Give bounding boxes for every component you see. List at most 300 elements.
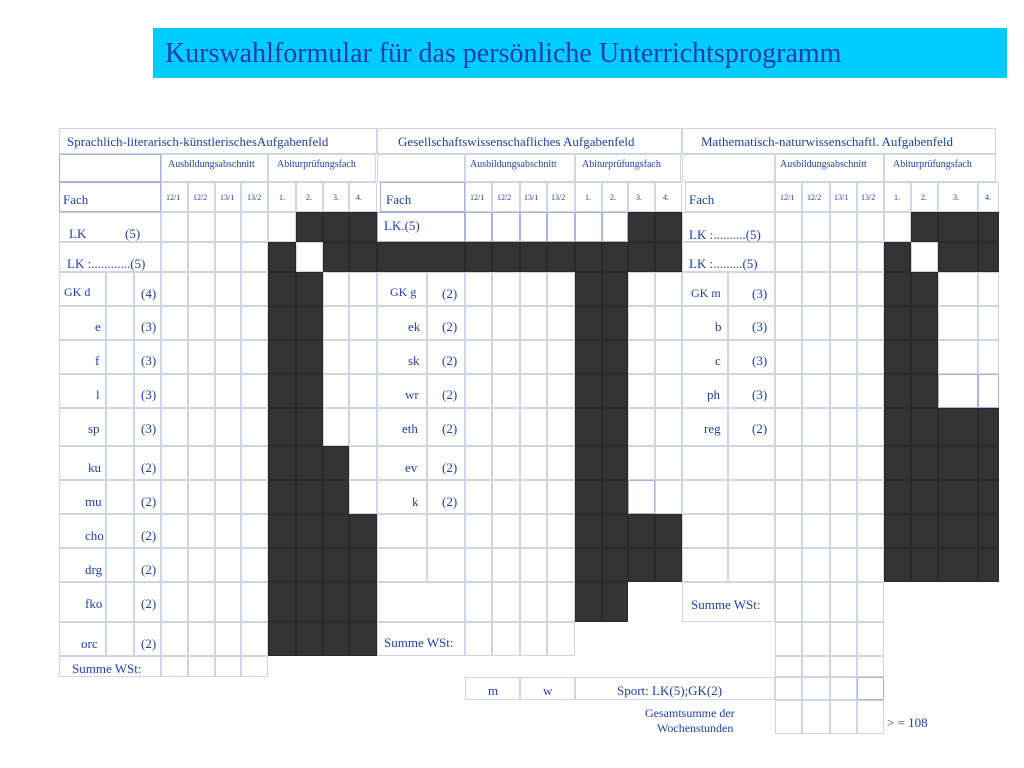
grid-cell[interactable]: [830, 272, 857, 306]
grid-cell[interactable]: [465, 480, 492, 514]
grid-cell[interactable]: [492, 446, 520, 480]
grid-cell[interactable]: [188, 480, 215, 514]
exam-label: 4.: [356, 193, 362, 202]
grid-cell[interactable]: [857, 514, 884, 548]
summe-value-cell[interactable]: [802, 582, 830, 622]
grid-cell[interactable]: [492, 514, 520, 548]
grid-cell[interactable]: [547, 548, 575, 582]
grid-cell[interactable]: [520, 408, 547, 446]
grid-cell[interactable]: [775, 677, 802, 700]
grid-cell[interactable]: [492, 548, 520, 582]
grid-cell[interactable]: [520, 446, 547, 480]
grid-cell[interactable]: [465, 514, 492, 548]
subject-name: drg: [85, 562, 103, 577]
grid-cell[interactable]: [188, 212, 215, 242]
grid-cell[interactable]: [802, 548, 830, 582]
blank-cell[interactable]: [682, 514, 728, 548]
grid-cell[interactable]: [188, 582, 215, 622]
grid-cell[interactable]: [857, 656, 884, 677]
exam-label: 3.: [636, 193, 642, 202]
grid-cell[interactable]: [775, 480, 802, 514]
grid-cell[interactable]: [775, 340, 802, 374]
grid-cell[interactable]: [520, 212, 547, 242]
grid-cell[interactable]: [188, 514, 215, 548]
grid-cell[interactable]: [215, 480, 241, 514]
grid-cell[interactable]: [188, 306, 215, 340]
subject-hours: (3): [141, 421, 157, 436]
summe-value-cell[interactable]: [241, 656, 268, 677]
grid-cell[interactable]: [215, 582, 241, 622]
grid-cell[interactable]: [830, 340, 857, 374]
grid-cell[interactable]: [492, 212, 520, 242]
subject-name-cell[interactable]: [377, 374, 427, 408]
blank-cell[interactable]: [377, 548, 427, 582]
subject-hours: (3): [752, 353, 768, 368]
grid-cell[interactable]: [323, 272, 349, 306]
sport-male: m: [488, 683, 499, 698]
grid-cell[interactable]: [655, 340, 682, 374]
grid-cell[interactable]: [520, 340, 547, 374]
grid-cell[interactable]: [884, 212, 911, 242]
grid-cell[interactable]: [241, 408, 268, 446]
grid-cell[interactable]: [161, 340, 188, 374]
grid-cell[interactable]: [215, 272, 241, 306]
blank-cell[interactable]: [728, 446, 775, 480]
subject-cell[interactable]: [106, 446, 134, 480]
grid-cell[interactable]: [602, 212, 628, 242]
grid-cell: [323, 622, 349, 656]
grid-cell[interactable]: [547, 212, 575, 242]
grid-cell[interactable]: [628, 480, 655, 514]
blank-cell[interactable]: [427, 548, 465, 582]
subject-name-cell[interactable]: [377, 480, 427, 514]
grid-cell[interactable]: [188, 622, 215, 656]
subject-cell[interactable]: [106, 408, 134, 446]
grid-cell[interactable]: [161, 374, 188, 408]
grid-cell[interactable]: [241, 514, 268, 548]
grid-cell[interactable]: [520, 480, 547, 514]
grid-cell[interactable]: [241, 446, 268, 480]
grid-cell[interactable]: [830, 374, 857, 408]
field-header-language: Sprachlich-literarisch-künstlerischesAufgabenfeld: [67, 134, 329, 149]
grid-cell[interactable]: [775, 212, 802, 242]
semester-label: 13/1: [220, 193, 235, 202]
summe-cell[interactable]: [377, 582, 465, 622]
blank-cell[interactable]: [728, 480, 775, 514]
subject-name: orc: [81, 636, 98, 651]
grid-cell[interactable]: [547, 480, 575, 514]
subject-cell[interactable]: [106, 374, 134, 408]
exam-label: 4.: [985, 193, 991, 202]
grid-cell[interactable]: [492, 340, 520, 374]
subject-name-cell[interactable]: [682, 374, 728, 408]
grid-cell[interactable]: [349, 272, 377, 306]
grid-cell[interactable]: [547, 340, 575, 374]
grid-cell[interactable]: [520, 306, 547, 340]
grid-cell[interactable]: [655, 480, 682, 514]
grid-cell[interactable]: [349, 374, 377, 408]
grid-cell: [575, 306, 602, 340]
grid-cell[interactable]: [161, 514, 188, 548]
grid-cell[interactable]: [465, 340, 492, 374]
summe-value-cell[interactable]: [857, 582, 884, 622]
grid-cell[interactable]: [628, 446, 655, 480]
grid-cell[interactable]: [188, 340, 215, 374]
grid-cell[interactable]: [215, 374, 241, 408]
grid-cell[interactable]: [492, 582, 520, 622]
grid-cell[interactable]: [323, 408, 349, 446]
grid-cell[interactable]: [857, 480, 884, 514]
grid-cell[interactable]: [241, 340, 268, 374]
grid-cell[interactable]: [161, 272, 188, 306]
subject-cell[interactable]: [106, 306, 134, 340]
grid-cell[interactable]: [857, 408, 884, 446]
grid-cell[interactable]: [465, 446, 492, 480]
grid-cell[interactable]: [520, 582, 547, 622]
grid-cell: [575, 446, 602, 480]
grid-cell[interactable]: [938, 340, 978, 374]
subject-name: GK m: [691, 286, 721, 300]
subject-hours: (2): [442, 494, 458, 509]
grid-cell[interactable]: [857, 374, 884, 408]
grid-cell[interactable]: [215, 306, 241, 340]
grid-cell[interactable]: [323, 306, 349, 340]
grid-cell: [268, 272, 296, 306]
grid-cell[interactable]: [161, 408, 188, 446]
grid-cell[interactable]: [775, 242, 802, 272]
subject-cell[interactable]: [106, 582, 134, 622]
grid-cell: [296, 548, 323, 582]
grid-cell[interactable]: [188, 272, 215, 306]
grid-cell[interactable]: [188, 242, 215, 272]
grid-cell[interactable]: [802, 272, 830, 306]
subject-hours: (3): [141, 353, 157, 368]
total-cell[interactable]: [830, 700, 857, 734]
semester-label: 12/2: [807, 193, 822, 202]
grid-cell[interactable]: [857, 446, 884, 480]
grid-cell[interactable]: [323, 374, 349, 408]
grid-cell[interactable]: [465, 272, 492, 306]
blank-cell[interactable]: [427, 514, 465, 548]
grid-cell[interactable]: [857, 272, 884, 306]
grid-cell[interactable]: [465, 306, 492, 340]
subject-name-cell[interactable]: [682, 340, 728, 374]
grid-cell[interactable]: [775, 656, 802, 677]
grid-cell[interactable]: [349, 446, 377, 480]
grid-cell[interactable]: [349, 340, 377, 374]
subject-hours: (2): [442, 460, 458, 475]
grid-cell[interactable]: [830, 548, 857, 582]
grid-cell[interactable]: [775, 548, 802, 582]
grid-cell[interactable]: [775, 446, 802, 480]
summe-label-1: Summe WSt:: [72, 661, 142, 676]
blank-cell[interactable]: [682, 446, 728, 480]
grid-cell[interactable]: [775, 374, 802, 408]
grid-cell[interactable]: [830, 306, 857, 340]
grid-cell[interactable]: [857, 622, 884, 656]
grid-cell[interactable]: [938, 374, 978, 408]
grid-cell[interactable]: [830, 622, 857, 656]
grid-cell: [377, 242, 465, 272]
grid-cell[interactable]: [830, 656, 857, 677]
grid-cell: [655, 548, 682, 582]
grid-cell[interactable]: [830, 677, 857, 700]
total-cell[interactable]: [775, 700, 802, 734]
grid-cell: [911, 408, 938, 446]
grid-cell[interactable]: [188, 374, 215, 408]
grid-cell[interactable]: [465, 212, 492, 242]
grid-cell[interactable]: [161, 622, 188, 656]
grid-cell[interactable]: [547, 272, 575, 306]
grid-cell: [296, 272, 323, 306]
grid-cell[interactable]: [802, 622, 830, 656]
grid-cell[interactable]: [465, 408, 492, 446]
subject-cell[interactable]: [106, 514, 134, 548]
grid-cell[interactable]: [547, 514, 575, 548]
summe-value-cell[interactable]: [188, 656, 215, 677]
grid-cell[interactable]: [938, 272, 978, 306]
grid-cell[interactable]: [978, 340, 999, 374]
grid-cell[interactable]: [215, 242, 241, 272]
exam-label: 3.: [953, 193, 959, 202]
grid-cell[interactable]: [802, 656, 830, 677]
blank-header-cell[interactable]: [59, 154, 161, 182]
grid-cell[interactable]: [323, 340, 349, 374]
grid-cell[interactable]: [857, 306, 884, 340]
grid-cell[interactable]: [241, 622, 268, 656]
exam-label: 2.: [921, 193, 927, 202]
total-cell[interactable]: [857, 700, 884, 734]
grid-cell: [938, 212, 978, 242]
grid-cell[interactable]: [830, 480, 857, 514]
subject-name: wr: [405, 387, 419, 402]
grid-cell[interactable]: [161, 212, 188, 242]
grid-cell[interactable]: [349, 306, 377, 340]
subject-hours: (3): [141, 387, 157, 402]
grid-cell[interactable]: [188, 548, 215, 582]
grid-cell[interactable]: [188, 446, 215, 480]
grid-cell: [884, 242, 911, 272]
lk2-label: LK :............(5): [67, 256, 146, 271]
grid-cell[interactable]: [802, 306, 830, 340]
grid-cell[interactable]: [978, 374, 999, 408]
grid-cell[interactable]: [802, 340, 830, 374]
subject-name: c: [715, 353, 721, 368]
ausbildung-header-1: Ausbildungsabschnitt: [168, 159, 255, 170]
grid-cell[interactable]: [628, 340, 655, 374]
total-cell[interactable]: [802, 700, 830, 734]
grid-cell[interactable]: [655, 306, 682, 340]
blank-header-cell[interactable]: [377, 154, 465, 182]
grid-cell[interactable]: [161, 446, 188, 480]
grid-cell[interactable]: [241, 548, 268, 582]
blank-cell[interactable]: [728, 548, 775, 582]
grid-cell[interactable]: [775, 306, 802, 340]
grid-cell[interactable]: [520, 514, 547, 548]
subject-name-cell[interactable]: [377, 446, 427, 480]
grid-cell[interactable]: [802, 677, 830, 700]
subject-hours: (2): [442, 353, 458, 368]
grid-cell[interactable]: [830, 514, 857, 548]
grid-cell[interactable]: [857, 242, 884, 272]
grid-cell[interactable]: [655, 408, 682, 446]
grid-cell[interactable]: [628, 408, 655, 446]
grid-cell: [349, 582, 377, 622]
grid-cell: [575, 480, 602, 514]
blank-cell[interactable]: [682, 480, 728, 514]
grid-cell[interactable]: [241, 480, 268, 514]
grid-cell[interactable]: [857, 212, 884, 242]
grid-cell[interactable]: [161, 306, 188, 340]
grid-cell[interactable]: [465, 582, 492, 622]
grid-cell[interactable]: [775, 514, 802, 548]
grid-cell[interactable]: [857, 677, 884, 700]
grid-cell[interactable]: [241, 242, 268, 272]
grid-cell[interactable]: [161, 480, 188, 514]
grid-cell[interactable]: [492, 272, 520, 306]
grid-cell: [655, 514, 682, 548]
grid-cell[interactable]: [628, 306, 655, 340]
field-header-science: Mathematisch-naturwissenschaftl. Aufgabenfeld: [701, 134, 953, 149]
grid-cell[interactable]: [830, 446, 857, 480]
grid-cell: [575, 582, 602, 622]
grid-cell[interactable]: [465, 374, 492, 408]
grid-cell[interactable]: [628, 272, 655, 306]
grid-cell[interactable]: [161, 548, 188, 582]
grid-cell[interactable]: [241, 212, 268, 242]
grid-cell[interactable]: [775, 272, 802, 306]
grid-cell[interactable]: [520, 622, 547, 656]
grid-cell: [323, 242, 349, 272]
summe-value-cell[interactable]: [830, 582, 857, 622]
grid-cell[interactable]: [575, 212, 602, 242]
blank-header-cell[interactable]: [682, 154, 775, 182]
grid-cell[interactable]: [520, 272, 547, 306]
header-cell[interactable]: [349, 182, 377, 212]
grid-cell[interactable]: [802, 514, 830, 548]
ausbildung-header-3: Ausbildungsabschnitt: [780, 159, 867, 170]
grid-cell[interactable]: [492, 374, 520, 408]
grid-cell[interactable]: [802, 480, 830, 514]
subject-cell[interactable]: [106, 340, 134, 374]
grid-cell[interactable]: [465, 548, 492, 582]
grid-cell[interactable]: [268, 212, 296, 242]
grid-cell[interactable]: [215, 446, 241, 480]
grid-cell[interactable]: [241, 582, 268, 622]
grid-cell[interactable]: [830, 408, 857, 446]
grid-cell[interactable]: [241, 374, 268, 408]
grid-cell[interactable]: [655, 272, 682, 306]
grid-cell: [296, 212, 323, 242]
grid-cell[interactable]: [547, 408, 575, 446]
grid-cell[interactable]: [215, 622, 241, 656]
grid-cell[interactable]: [802, 374, 830, 408]
semester-label: 12/1: [470, 193, 485, 202]
grid-cell: [978, 446, 999, 480]
grid-cell[interactable]: [775, 408, 802, 446]
exam-label: 2.: [610, 193, 616, 202]
grid-cell[interactable]: [547, 374, 575, 408]
grid-cell[interactable]: [492, 622, 520, 656]
grid-cell[interactable]: [215, 340, 241, 374]
grid-cell[interactable]: [241, 272, 268, 306]
grid-cell: [911, 272, 938, 306]
grid-cell[interactable]: [830, 242, 857, 272]
blank-cell[interactable]: [728, 514, 775, 548]
grid-cell[interactable]: [655, 374, 682, 408]
grid-cell: [655, 242, 682, 272]
grid-cell[interactable]: [547, 446, 575, 480]
summe-label-3: Summe WSt:: [691, 597, 761, 612]
grid-cell: [296, 480, 323, 514]
grid-cell[interactable]: [802, 408, 830, 446]
grid-cell[interactable]: [547, 622, 575, 656]
subject-cell[interactable]: [106, 548, 134, 582]
summe-value-cell[interactable]: [775, 582, 802, 622]
summe-value-cell[interactable]: [161, 656, 188, 677]
grid-cell[interactable]: [161, 582, 188, 622]
grid-cell[interactable]: [857, 548, 884, 582]
grid-cell[interactable]: [161, 242, 188, 272]
grid-cell: [884, 548, 911, 582]
subject-cell[interactable]: [106, 480, 134, 514]
grid-cell: [465, 242, 492, 272]
grid-cell[interactable]: [349, 480, 377, 514]
grid-cell[interactable]: [938, 306, 978, 340]
grid-cell[interactable]: [628, 374, 655, 408]
grid-cell[interactable]: [349, 408, 377, 446]
subject-cell[interactable]: [106, 622, 134, 656]
grid-cell[interactable]: [215, 212, 241, 242]
grid-cell[interactable]: [492, 408, 520, 446]
grid-cell[interactable]: [978, 272, 999, 306]
grid-cell[interactable]: [465, 622, 492, 656]
summe-label-2: Summe WSt:: [384, 635, 454, 650]
grid-cell: [323, 446, 349, 480]
subject-name: b: [715, 319, 722, 334]
grid-cell[interactable]: [911, 242, 938, 272]
grid-cell[interactable]: [492, 306, 520, 340]
grid-cell[interactable]: [296, 242, 323, 272]
grid-cell[interactable]: [492, 480, 520, 514]
grid-cell[interactable]: [215, 548, 241, 582]
grid-cell[interactable]: [547, 582, 575, 622]
blank-cell[interactable]: [377, 514, 427, 548]
grid-cell[interactable]: [857, 340, 884, 374]
grid-cell[interactable]: [241, 306, 268, 340]
grid-cell[interactable]: [520, 374, 547, 408]
grid-cell[interactable]: [215, 514, 241, 548]
grid-cell[interactable]: [547, 306, 575, 340]
grid-cell: [884, 514, 911, 548]
grid-cell[interactable]: [802, 242, 830, 272]
grid-cell[interactable]: [830, 212, 857, 242]
subject-cell[interactable]: [106, 272, 134, 306]
grid-cell[interactable]: [802, 446, 830, 480]
grid-cell: [978, 514, 999, 548]
grid-cell[interactable]: [188, 408, 215, 446]
grid-cell[interactable]: [775, 622, 802, 656]
subject-name: ek: [408, 319, 421, 334]
summe-value-cell[interactable]: [215, 656, 241, 677]
grid-cell[interactable]: [802, 212, 830, 242]
fach-label-1: Fach: [63, 192, 89, 207]
grid-cell[interactable]: [520, 548, 547, 582]
grid-cell[interactable]: [655, 446, 682, 480]
grid-cell[interactable]: [215, 408, 241, 446]
blank-cell[interactable]: [682, 548, 728, 582]
grid-cell[interactable]: [978, 306, 999, 340]
